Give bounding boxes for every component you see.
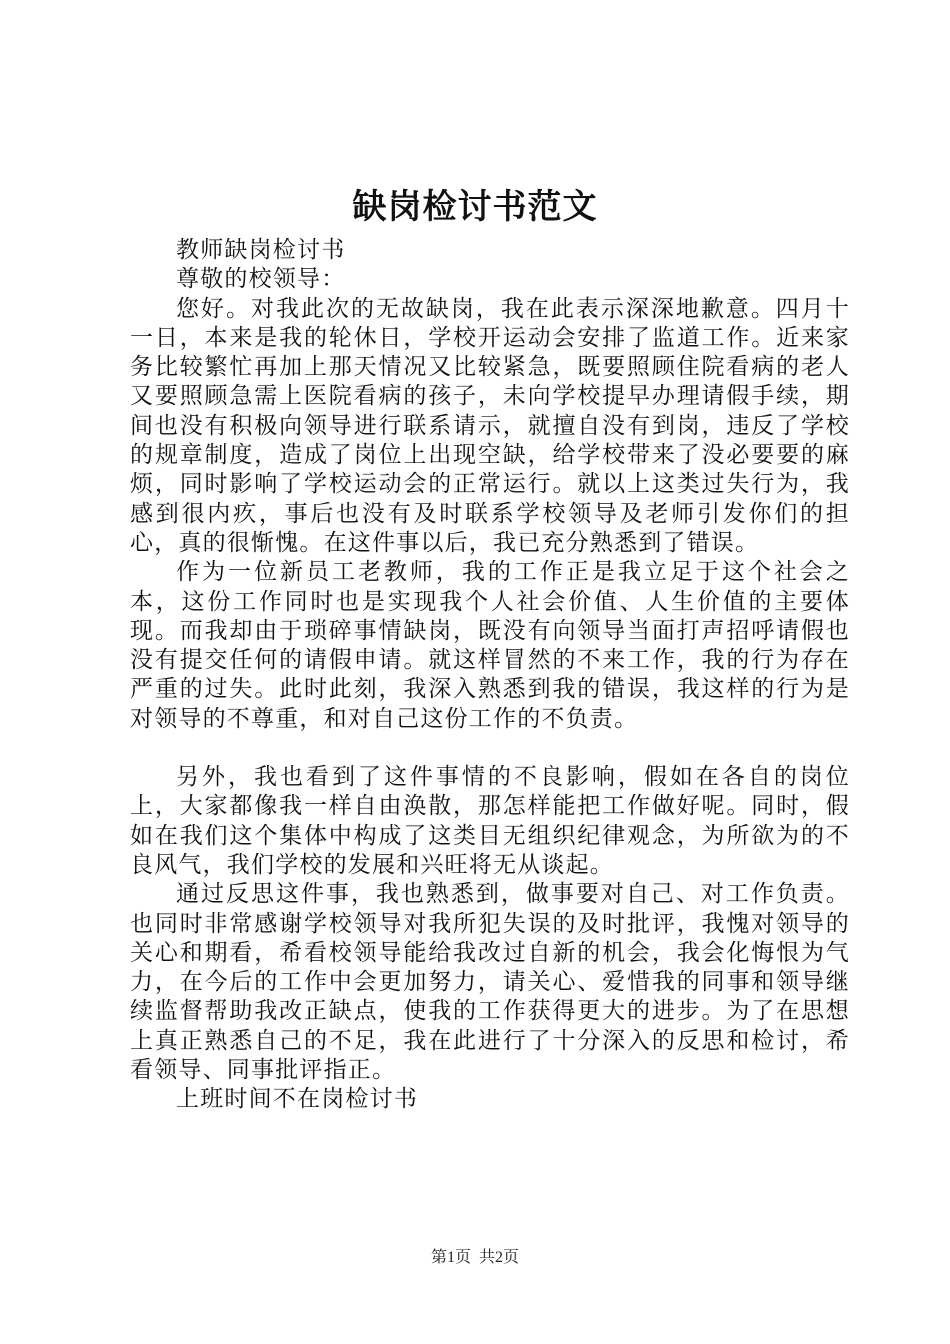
- paragraph-apology: 您好。对我此次的无故缺岗，我在此表示深深地歉意。四月十一日，本来是我的轮休日，学校开运动会安排了监道工作。近来家务比较繁忙再加上那天情况又比较紧急，既要照顾住院看病的老人又要照顾急需上医院看病的孩子，未向学校提早办理请假手续，期间也没有积极向领导进行联系请示，就擅自没有到岗，违反了学校的规章制度，造成了岗位上出现空缺，给学校带来了没必要要的麻烦，同时影响了学校运动会的正常运行。就以上这类过失行为，我感到很内疚，事后也没有及时联系学校领导及老师引发你们的担心，真的很惭愧。在这件事以后，我已充分熟悉到了错误。: [130, 295, 850, 556]
- salutation: 尊敬的校领导：: [176, 266, 346, 293]
- page-footer: [0, 1244, 950, 1267]
- section-heading-teacher: 教师缺岗检讨书: [176, 237, 346, 263]
- section-heading-absence: 上班时间不在岗检讨书: [176, 1086, 418, 1113]
- paragraph-resolution: 通过反思这件事，我也熟悉到，做事要对自己、对工作负责。也同时非常感谢学校领导对我所犯失误的及时批评，我愧对领导的关心和期看，希看校领导能给我改过自新的机会，我会化悔恨为气力，在今后的工作中会更加努力，请关心、爱惜我的同事和领导继续监督帮助我改正缺点，使我的工作获得更大的进步。为了在思想上真正熟悉自己的不足，我在此进行了十分深入的反思和检讨，希看领导、同事批评指正。: [130, 881, 850, 1084]
- paragraph-impact: 另外，我也看到了这件事情的不良影响，假如在各自的岗位上，大家都像我一样自由涣散，那怎样能把工作做好呢。同时，假如在我们这个集体中构成了这类目无组织纪律观念，为所欲为的不良风气，我们学校的发展和兴旺将无从谈起。: [130, 764, 850, 878]
- page-number: 第1页: [430, 1249, 471, 1266]
- page-total: 共2页: [479, 1249, 520, 1266]
- paragraph-reflection: 作为一位新员工老教师，我的工作正是我立足于这个社会之本，这份工作同时也是实现我个人社会价值、人生价值的主要体现。而我却由于琐碎事情缺岗，既没有向领导当面打声招呼请假也没有提交任何的请假申请。就这样冒然的不来工作，我的行为存在严重的过失。此时此刻，我深入熟悉到我的错误，我这样的行为是对领导的不尊重，和对自己这份工作的不负责。: [130, 559, 850, 732]
- document-body: [130, 236, 850, 1115]
- document-title: 缺岗检讨书范文: [352, 187, 598, 227]
